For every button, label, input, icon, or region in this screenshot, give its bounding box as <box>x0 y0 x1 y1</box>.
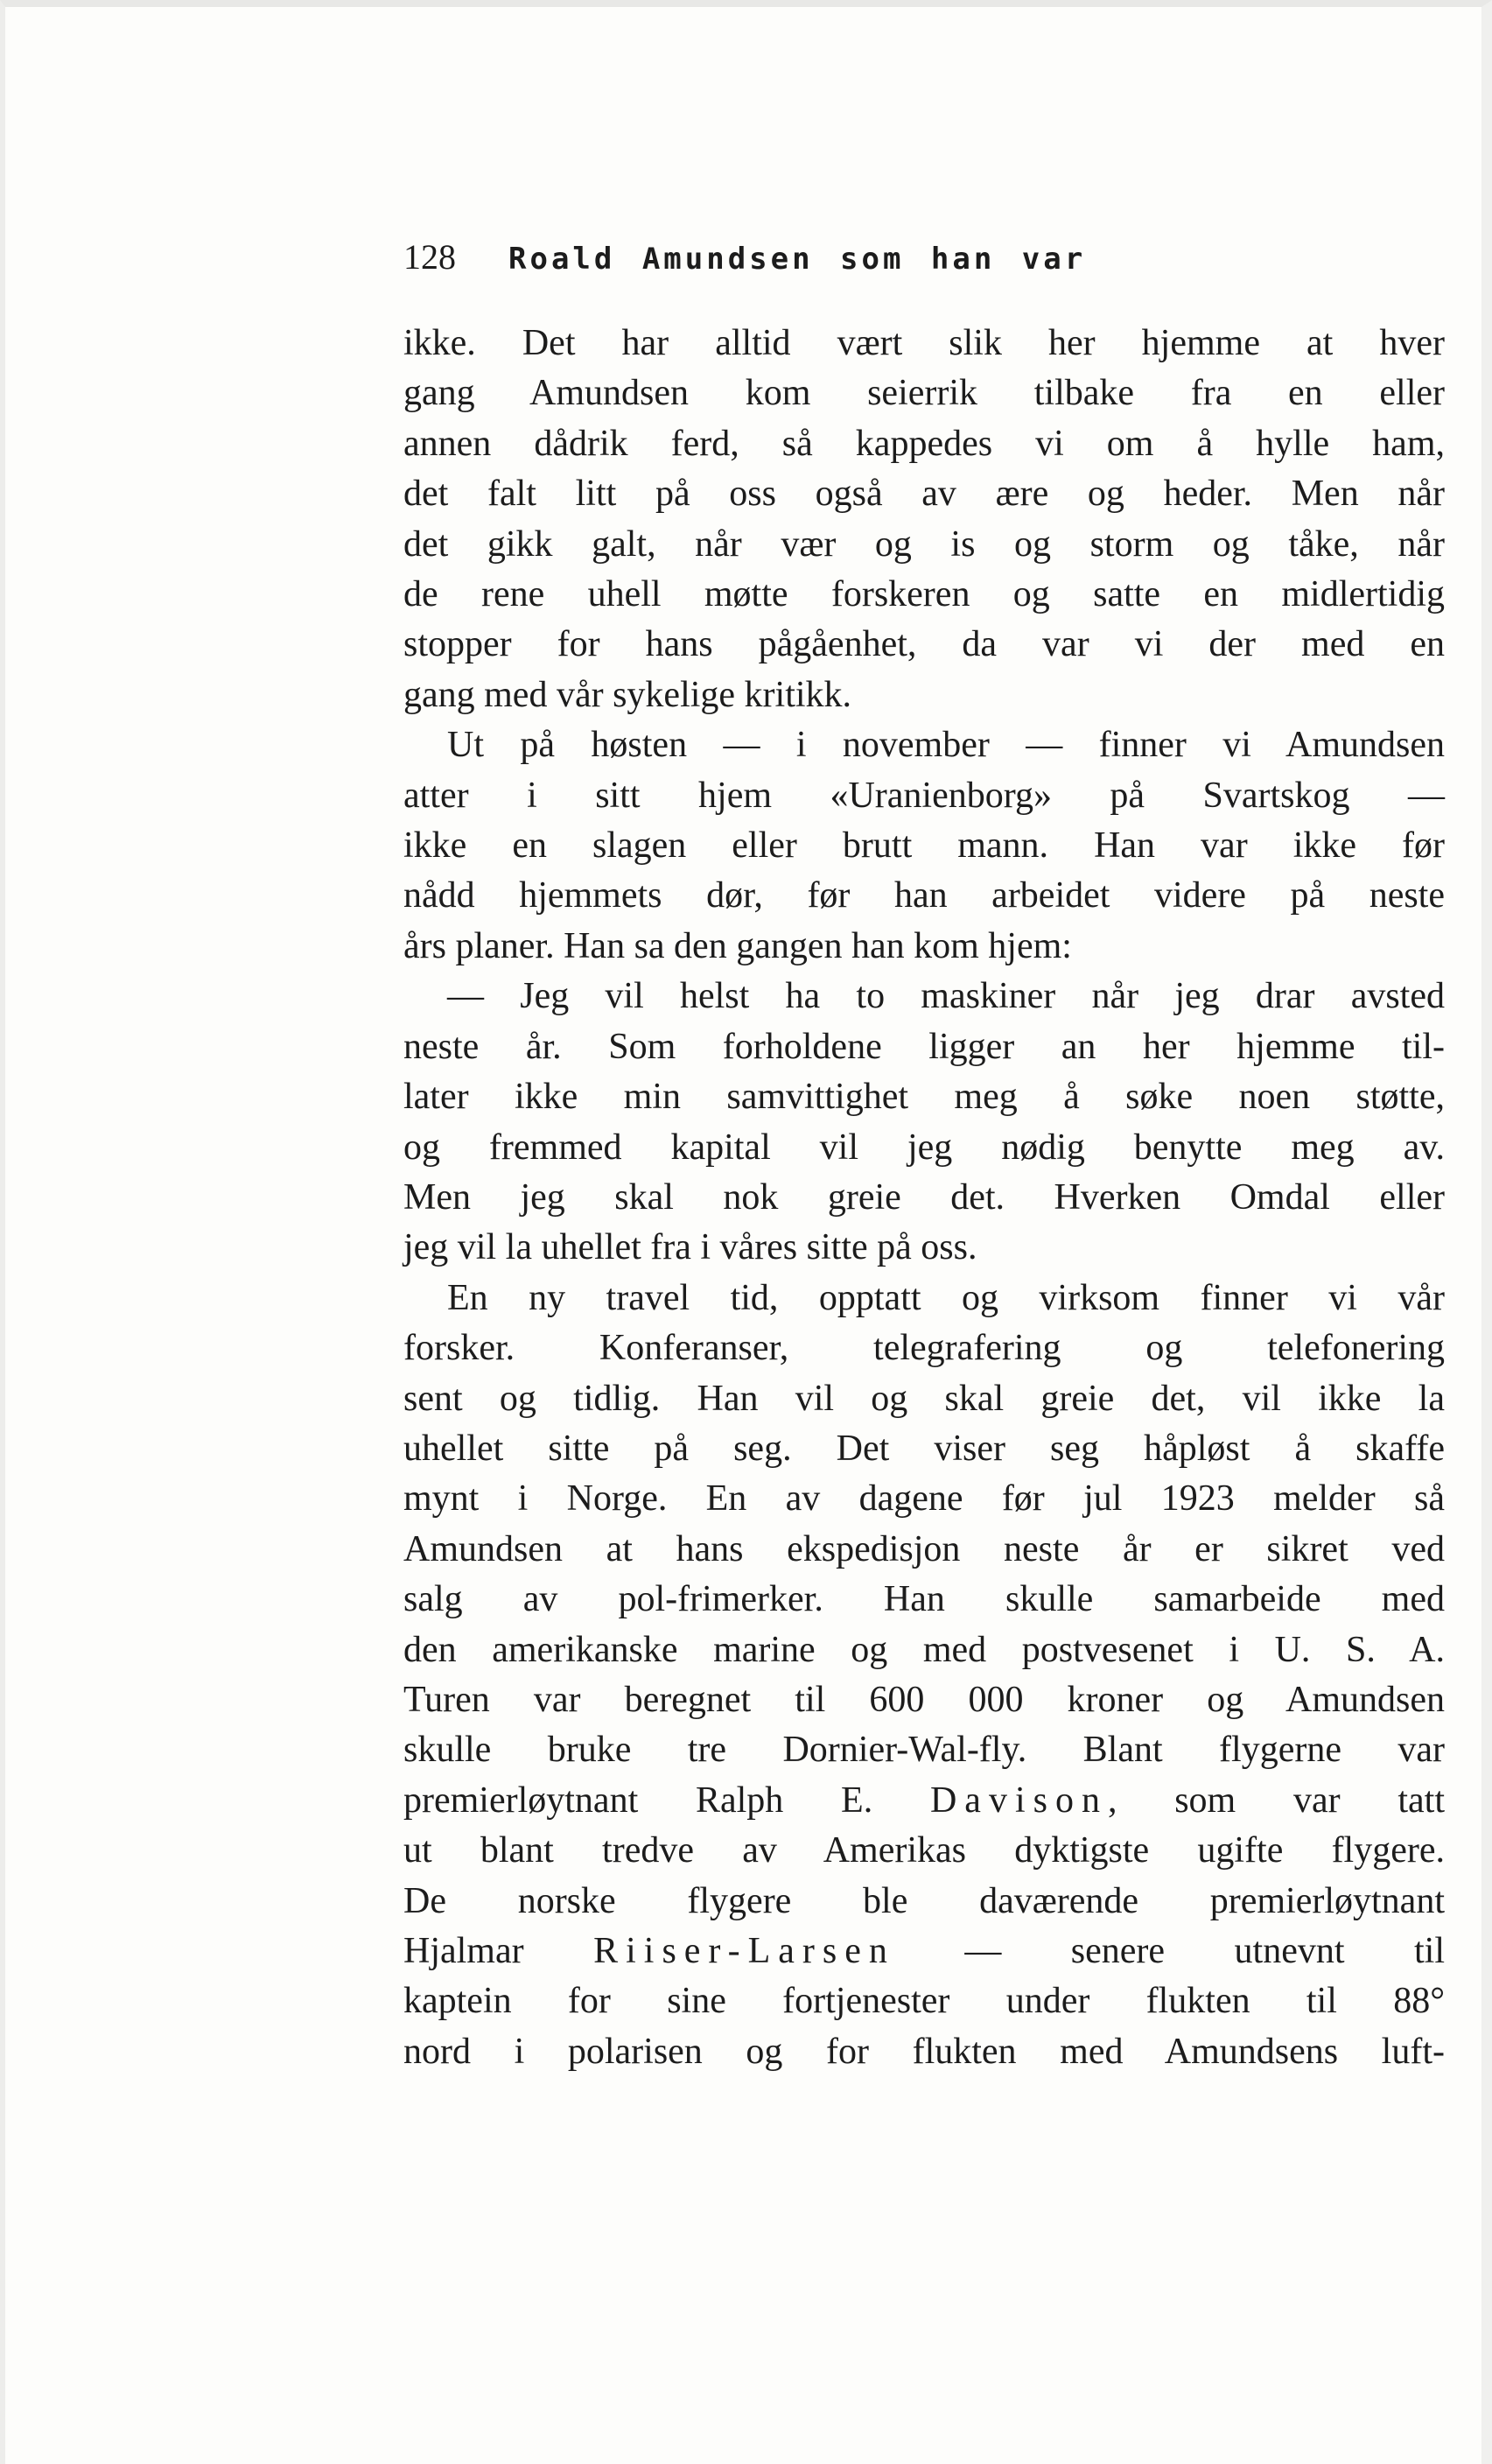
text-line: neste år. Som forholdene ligger an her hjemme til- <box>403 1026 1445 1067</box>
text-line: salg av pol-frimerker. Han skulle samarbeide med <box>403 1579 1445 1620</box>
text-line: De norske flygere ble daværende premierløytnant <box>403 1880 1445 1921</box>
text-line: Turen var beregnet til 600 000 kroner og Amundsen <box>403 1679 1445 1720</box>
text-line: års planer. Han sa den gangen han kom hjem: <box>403 925 1072 966</box>
text-line: En ny travel tid, opptatt og virksom finner vi vår <box>447 1277 1445 1318</box>
page-number: 128 <box>403 237 456 277</box>
paragraph-2 <box>403 720 1445 972</box>
text-line: sent og tidlig. Han vil og skal greie det, vil ikke la <box>403 1378 1445 1419</box>
running-title: Roald Amundsen som han var <box>508 242 1087 277</box>
text-line: annen dådrik ferd, så kappedes vi om å hylle ham, <box>403 423 1445 464</box>
text-line: kaptein for sine fortjenester under flukten til 88° <box>403 1981 1445 2022</box>
text-line: Amundsen at hans ekspedisjon neste år er sikret ved <box>403 1528 1445 1569</box>
name-emphasis: Davison <box>929 1780 1108 1821</box>
paragraph-1 <box>403 319 1445 720</box>
text-line: ikke. Det har alltid vært slik her hjemme at hver <box>403 323 1445 363</box>
text-line: stopper for hans pågåenhet, da var vi der med en <box>403 624 1445 665</box>
text-line: gang med vår sykelige kritikk. <box>403 674 852 715</box>
text-line: nord i polarisen og for flukten med Amundsens luft- <box>403 2031 1445 2072</box>
name-emphasis: Riiser-Larsen <box>593 1931 895 1971</box>
text-line: og fremmed kapital vil jeg nødig benytte meg av. <box>403 1127 1445 1168</box>
text-fragment: , som var tatt <box>1107 1780 1445 1821</box>
text-line: Ut på høsten — i november — finner vi Amundsen <box>447 725 1445 766</box>
paragraph-4 <box>403 1274 1445 2078</box>
text-line: mynt i Norge. En av dagene før jul 1923 melder så <box>403 1478 1445 1520</box>
text-line: den amerikanske marine og med postvesenet i U. S. A. <box>403 1629 1445 1670</box>
text-line: uhellet sitte på seg. Det viser seg håpløst å skaffe <box>403 1428 1445 1469</box>
paragraph-3 <box>403 972 1445 1273</box>
text-line: — Jeg vil helst ha to maskiner når jeg drar avsted <box>447 976 1445 1017</box>
running-head <box>403 236 1445 289</box>
text-line: det falt litt på oss også av ære og heder. Men når <box>403 474 1445 515</box>
text-line: jeg vil la uhellet fra i våres sitte på oss. <box>403 1227 977 1268</box>
text-line: skulle bruke tre Dornier-Wal-fly. Blant flygerne var <box>403 1730 1445 1771</box>
text-line: Men jeg skal nok greie det. Hverken Omdal eller <box>403 1176 1445 1218</box>
text-line: ikke en slagen eller brutt mann. Han var ikke før <box>403 825 1445 867</box>
text-line: atter i sitt hjem «Uranienborg» på Svartskog — <box>403 775 1445 816</box>
text-line: forsker. Konferanser, telegrafering og telefonering <box>403 1328 1445 1369</box>
text-line <box>403 1776 1445 1826</box>
text-block <box>403 236 1445 2077</box>
text-line: nådd hjemmets dør, før han arbeidet videre på neste <box>403 875 1445 916</box>
text-line: ut blant tredve av Amerikas dyktigste ugifte flygere. <box>403 1830 1445 1871</box>
text-fragment: premierløytnant Ralph E. <box>403 1780 873 1821</box>
text-line: gang Amundsen kom seierrik tilbake fra en eller <box>403 373 1445 414</box>
text-fragment: Hjalmar <box>403 1931 524 1971</box>
text-line: later ikke min samvittighet meg å søke noen støtte, <box>403 1077 1445 1118</box>
text-line <box>403 1927 1445 1976</box>
text-fragment: — senere utnevnt til <box>964 1931 1446 1971</box>
text-line: de rene uhell møtte forskeren og satte en midlertidig <box>403 574 1445 615</box>
text-line: det gikk galt, når vær og is og storm og tåke, når <box>403 523 1445 565</box>
